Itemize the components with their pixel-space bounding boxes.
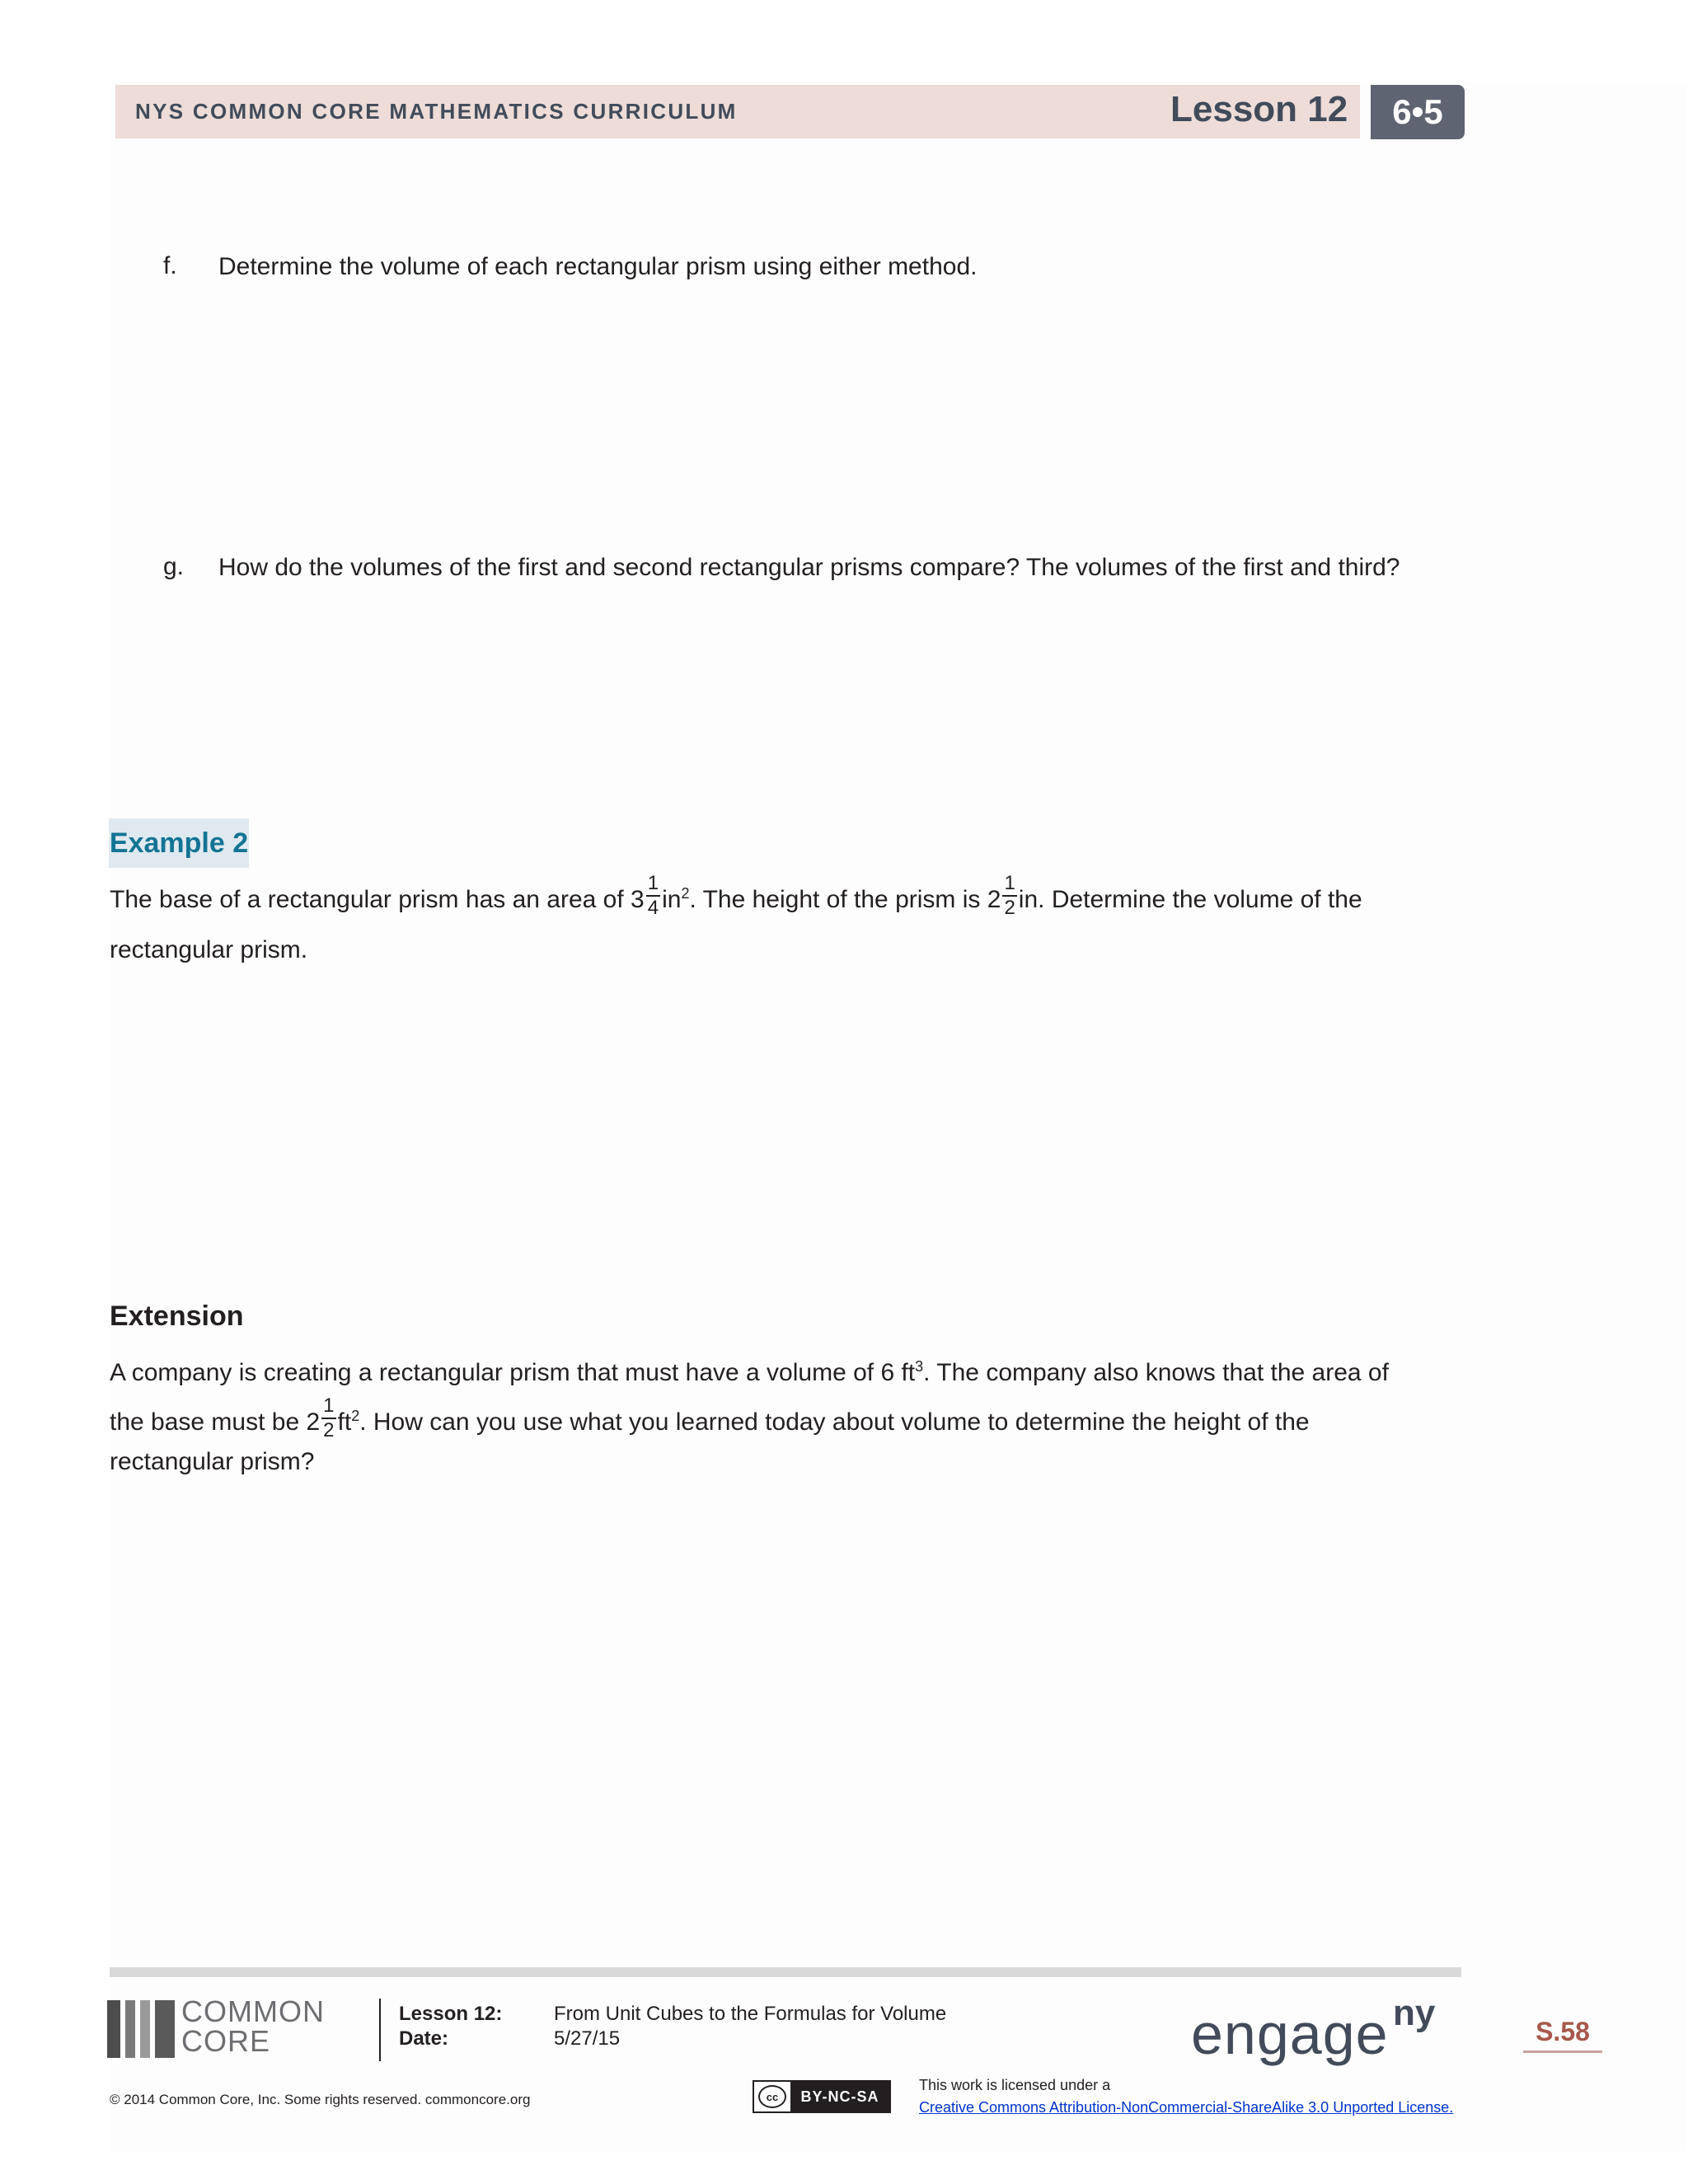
lesson-title: Lesson 12 (1170, 89, 1348, 129)
question-g-text: How do the volumes of the first and second rectangular prisms compare? The volumes of the first and third? (218, 554, 1400, 581)
example-2-text-b: in (662, 885, 682, 913)
footer-date-label: Date: (399, 2027, 449, 2050)
copyright-notice: © 2014 Common Core, Inc. Some rights reserved. commoncore.org (110, 2092, 531, 2107)
module-badge: 6•5 (1371, 85, 1465, 139)
extension-line-1 (110, 1358, 1389, 1388)
common-core-wordmark: COMMON CORE (181, 1994, 325, 2058)
footer-lesson-title: From Unit Cubes to the Formulas for Volume (554, 2003, 947, 2025)
license-type: BY-NC-SA (790, 2082, 889, 2111)
fraction-one-half: $\frac{1}{2}$ (1004, 872, 1015, 919)
common-core-logo (107, 1994, 354, 2060)
extension-text-e: . How can you use what you learned today about volume to determine the height of the (359, 1408, 1310, 1436)
example-2-text-c: . The height of the prism is 2 (689, 885, 1001, 913)
extension-text-d: ft (337, 1408, 352, 1436)
extension-text-a: A company is creating a rectangular prism that must have a volume of 6 ft (110, 1359, 916, 1386)
creative-commons-badge (753, 2080, 891, 2113)
footer-date-value: 5/27/15 (554, 2027, 621, 2050)
footer-bar (110, 1967, 1461, 1977)
square-exponent: 2 (681, 884, 690, 902)
example-2-text-a: The base of a rectangular prism has an area of 3 (110, 885, 645, 913)
extension-text-b: . The company also knows that the area of (923, 1359, 1389, 1386)
cube-exponent: 3 (915, 1358, 924, 1375)
question-f-letter: f. (163, 252, 177, 279)
example-2-line-2: rectangular prism. (110, 936, 308, 963)
curriculum-title: NYS COMMON CORE MATHEMATICS CURRICULUM (135, 99, 738, 124)
extension-line-3: rectangular prism? (110, 1448, 315, 1475)
footer-divider (379, 1999, 381, 2061)
example-2-line-1 (110, 872, 1362, 923)
question-g-letter: g. (163, 553, 185, 580)
square-exponent-ext: 2 (351, 1407, 360, 1424)
page-number: S.58 (1523, 2017, 1602, 2053)
footer-lesson-label: Lesson 12: (399, 2003, 503, 2025)
engage-ny-logo: engage ny (1191, 1993, 1436, 2066)
example-2-text-d: in. Determine the volume of the (1018, 885, 1362, 913)
question-f-text: Determine the volume of each rectangular prism using either method. (218, 253, 978, 280)
license-link[interactable]: Creative Commons Attribution-NonCommercial-ShareAlike 3.0 Unported License. (919, 2099, 1454, 2116)
license-statement: This work is licensed under a (919, 2077, 1111, 2093)
example-2-label: Example 2 (109, 818, 249, 868)
extension-text-c: the base must be 2 (110, 1408, 321, 1436)
fraction-one-half-ext: $\frac{1}{2}$ (323, 1394, 335, 1441)
page-sheet (110, 82, 1686, 2151)
creative-commons-icon: cc (754, 2082, 790, 2111)
extension-heading: Extension (110, 1301, 244, 1332)
extension-line-2 (110, 1394, 1310, 1446)
fraction-one-quarter: $\frac{1}{4}$ (647, 872, 659, 919)
